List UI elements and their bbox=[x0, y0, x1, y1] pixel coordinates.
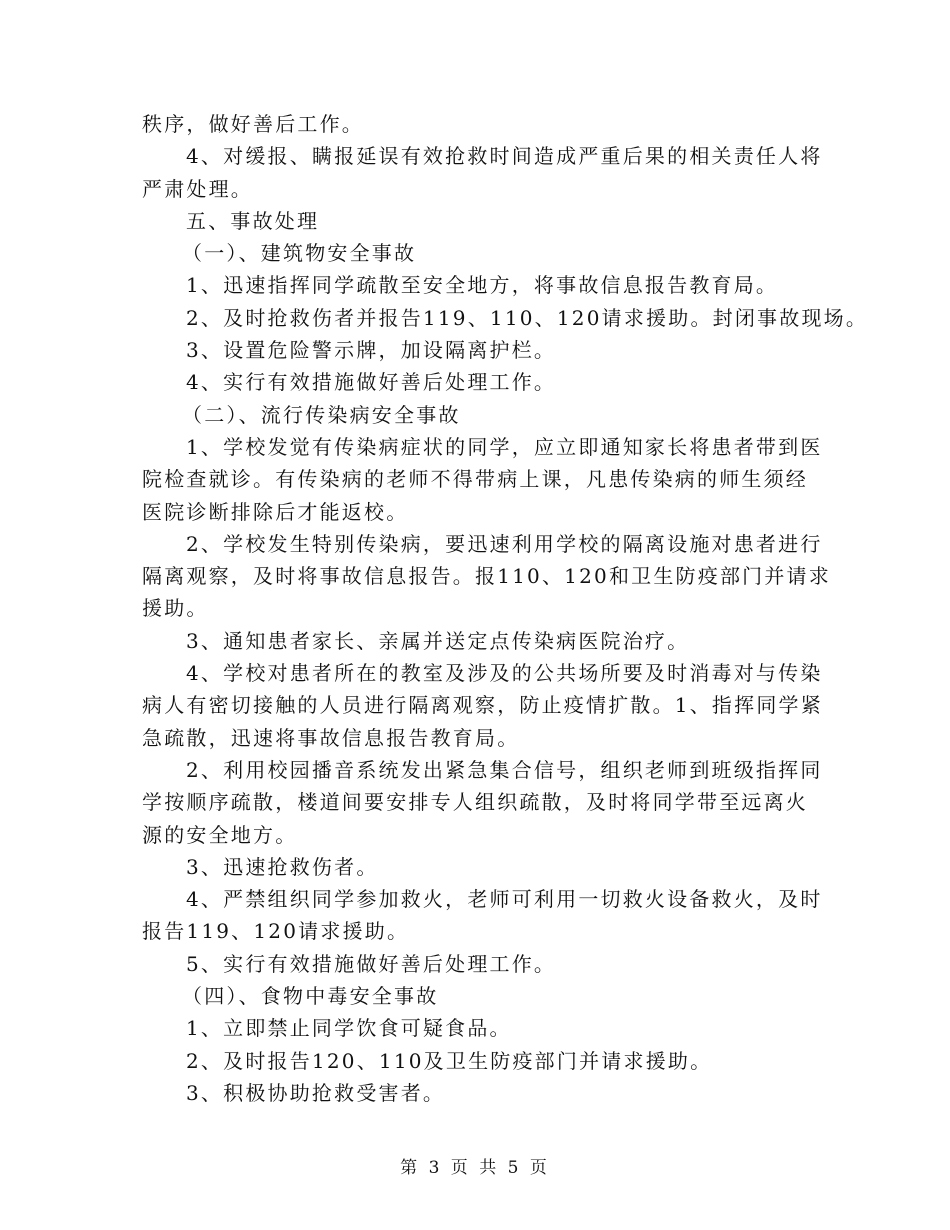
text-line: 4、对缓报、瞒报延误有效抢救时间造成严重后果的相关责任人将 bbox=[186, 144, 823, 169]
text-line: 1、学校发觉有传染病症状的同学，应立即通知家长将患者带到医 bbox=[186, 434, 823, 459]
text-line: 1、立即禁止同学饮食可疑食品。 bbox=[186, 1016, 512, 1041]
text-line: 3、迅速抢救伤者。 bbox=[186, 854, 379, 879]
text-line: 3、积极协助抢救受害者。 bbox=[186, 1080, 446, 1105]
text-line: 学按顺序疏散，楼道间要安排专人组织疏散，及时将同学带至远离火 bbox=[142, 790, 808, 815]
text-line: 3、设置危险警示牌，加设隔离护栏。 bbox=[186, 338, 557, 363]
text-line: 2、学校发生特别传染病，要迅速利用学校的隔离设施对患者进行 bbox=[186, 531, 823, 556]
text-line: 1、迅速指挥同学疏散至安全地方，将事故信息报告教育局。 bbox=[186, 273, 779, 298]
text-line: 五、事故处理 bbox=[186, 208, 320, 233]
text-line: 5、实行有效措施做好善后处理工作。 bbox=[186, 951, 557, 976]
text-line: 秩序，做好善后工作。 bbox=[142, 112, 364, 136]
page-number-footer: 第 3 页 共 5 页 bbox=[400, 1158, 550, 1178]
text-line: 2、利用校园播音系统发出紧急集合信号，组织老师到班级指挥同 bbox=[186, 757, 823, 782]
text-line: （一）、建筑物安全事故 bbox=[182, 241, 417, 266]
text-line: 报告119、120请求援助。 bbox=[142, 919, 410, 944]
text-line: 援助。 bbox=[142, 596, 209, 621]
document-body bbox=[142, 108, 869, 1109]
text-line: 急疏散，迅速将事故信息报告教育局。 bbox=[142, 725, 520, 750]
text-line: （二）、流行传染病安全事故 bbox=[182, 402, 461, 427]
text-line: 隔离观察，及时将事故信息报告。报110、120和卫生防疫部门并请求 bbox=[142, 564, 831, 589]
text-line: 4、严禁组织同学参加救火，老师可利用一切救火设备救火，及时 bbox=[186, 887, 823, 912]
text-line: 4、实行有效措施做好善后处理工作。 bbox=[186, 370, 557, 395]
text-line: 2、及时抢救伤者并报告119、110、120请求援助。封闭事故现场。 bbox=[186, 305, 869, 330]
text-line: 3、通知患者家长、亲属并送定点传染病医院治疗。 bbox=[186, 628, 690, 653]
text-line: 源的安全地方。 bbox=[142, 822, 298, 847]
text-line: 院检查就诊。有传染病的老师不得带病上课，凡患传染病的师生须经 bbox=[142, 467, 808, 492]
text-line: 病人有密切接触的人员进行隔离观察，防止疫情扩散。1、指挥同学紧 bbox=[142, 693, 823, 718]
text-line: 医院诊断排除后才能返校。 bbox=[142, 499, 409, 524]
text-line: 严肃处理。 bbox=[142, 176, 253, 201]
text-line: 2、及时报告120、110及卫生防疫部门并请求援助。 bbox=[186, 1048, 713, 1073]
text-line: 4、学校对患者所在的教室及涉及的公共场所要及时消毒对与传染 bbox=[186, 661, 823, 686]
text-line: （四）、食物中毒安全事故 bbox=[182, 984, 439, 1009]
